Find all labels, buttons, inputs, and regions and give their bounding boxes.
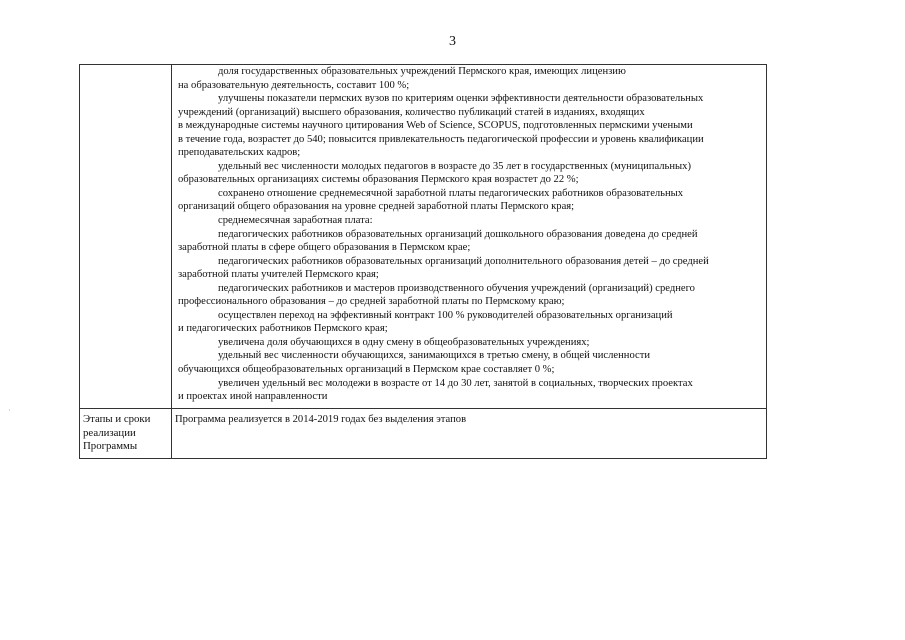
program-passport-table bbox=[79, 64, 767, 459]
result-line: педагогических работников образовательных организаций дополнительного образования детей – до средней bbox=[218, 255, 709, 267]
expected-results-cell bbox=[172, 65, 767, 409]
stages-label-line: реализации bbox=[83, 426, 136, 439]
result-line: на образовательную деятельность, составит 100 %; bbox=[178, 79, 410, 91]
result-line: организаций общего образования на уровне средней заработной платы Пермского края; bbox=[178, 201, 575, 213]
result-line: заработной платы учителей Пермского края; bbox=[178, 269, 379, 281]
result-line: улучшены показатели пермских вузов по критериям оценки эффективности деятельности образовательных bbox=[218, 93, 704, 105]
result-line: и проектах иной направленности bbox=[178, 391, 328, 403]
stages-label-line: Этапы и сроки bbox=[83, 413, 151, 425]
result-line: обучающихся общеобразовательных организаций в Пермском крае составляет 0 %; bbox=[178, 364, 555, 376]
stages-row bbox=[80, 409, 767, 459]
stages-label-cell bbox=[80, 409, 172, 459]
result-line: в течение года, возрастет до 540; повысится привлекательность педагогической профессии и уровень квалификации bbox=[178, 133, 704, 145]
result-line: среднемесячная заработная плата: bbox=[218, 215, 373, 227]
result-line: учреждений (организаций) высшего образования, количество публикаций статей в изданиях, входящих bbox=[178, 106, 645, 118]
page-number: 3 bbox=[449, 34, 456, 49]
result-line: педагогических работников и мастеров производственного обучения учреждений (организаций) среднего bbox=[218, 282, 695, 294]
result-line: и педагогических работников Пермского края; bbox=[178, 323, 388, 335]
stages-label bbox=[80, 409, 171, 454]
result-line: педагогических работников образовательных организаций дошкольного образования доведена до средней bbox=[218, 228, 698, 240]
result-line: профессионального образования – до средней заработной платы по Пермскому краю; bbox=[178, 296, 565, 308]
stages-label-line: Программы bbox=[83, 440, 138, 453]
margin-mark: · bbox=[8, 406, 11, 415]
result-line: в международные системы научного цитирования Web of Science, SCOPUS, подготовленных пермскими учеными bbox=[178, 120, 693, 132]
result-line: удельный вес численности обучающихся, занимающихся в третью смену, в общей численности bbox=[218, 350, 651, 362]
result-line: образовательных организациях системы образования Пермского края возрастет до 22 %; bbox=[178, 174, 579, 186]
stages-value: Программа реализуется в 2014-2019 годах без выделения этапов bbox=[175, 414, 467, 425]
result-line: заработной платы в сфере общего образования в Пермском крае; bbox=[178, 242, 471, 254]
result-line: увеличена доля обучающихся в одну смену в общеобразовательных учреждениях; bbox=[218, 336, 590, 348]
result-line: удельный вес численности молодых педагогов в возрасте до 35 лет в государственных (муниципальных) bbox=[218, 160, 691, 172]
expected-results-text bbox=[178, 65, 766, 404]
result-line: доля государственных образовательных учреждений Пермского края, имеющих лицензию bbox=[218, 66, 626, 77]
stages-value-cell bbox=[172, 409, 767, 459]
result-line: сохранено отношение среднемесячной заработной платы педагогических работников образовательных bbox=[218, 187, 684, 199]
result-line: преподавательских кадров; bbox=[178, 147, 301, 159]
expected-results-label-cell bbox=[80, 65, 172, 409]
expected-results-row bbox=[80, 65, 767, 409]
result-line: осуществлен переход на эффективный контракт 100 % руководителей образовательных организаций bbox=[218, 309, 673, 321]
result-line: увеличен удельный вес молодежи в возрасте от 14 до 30 лет, занятой в социальных, творческих проектах bbox=[218, 377, 693, 389]
